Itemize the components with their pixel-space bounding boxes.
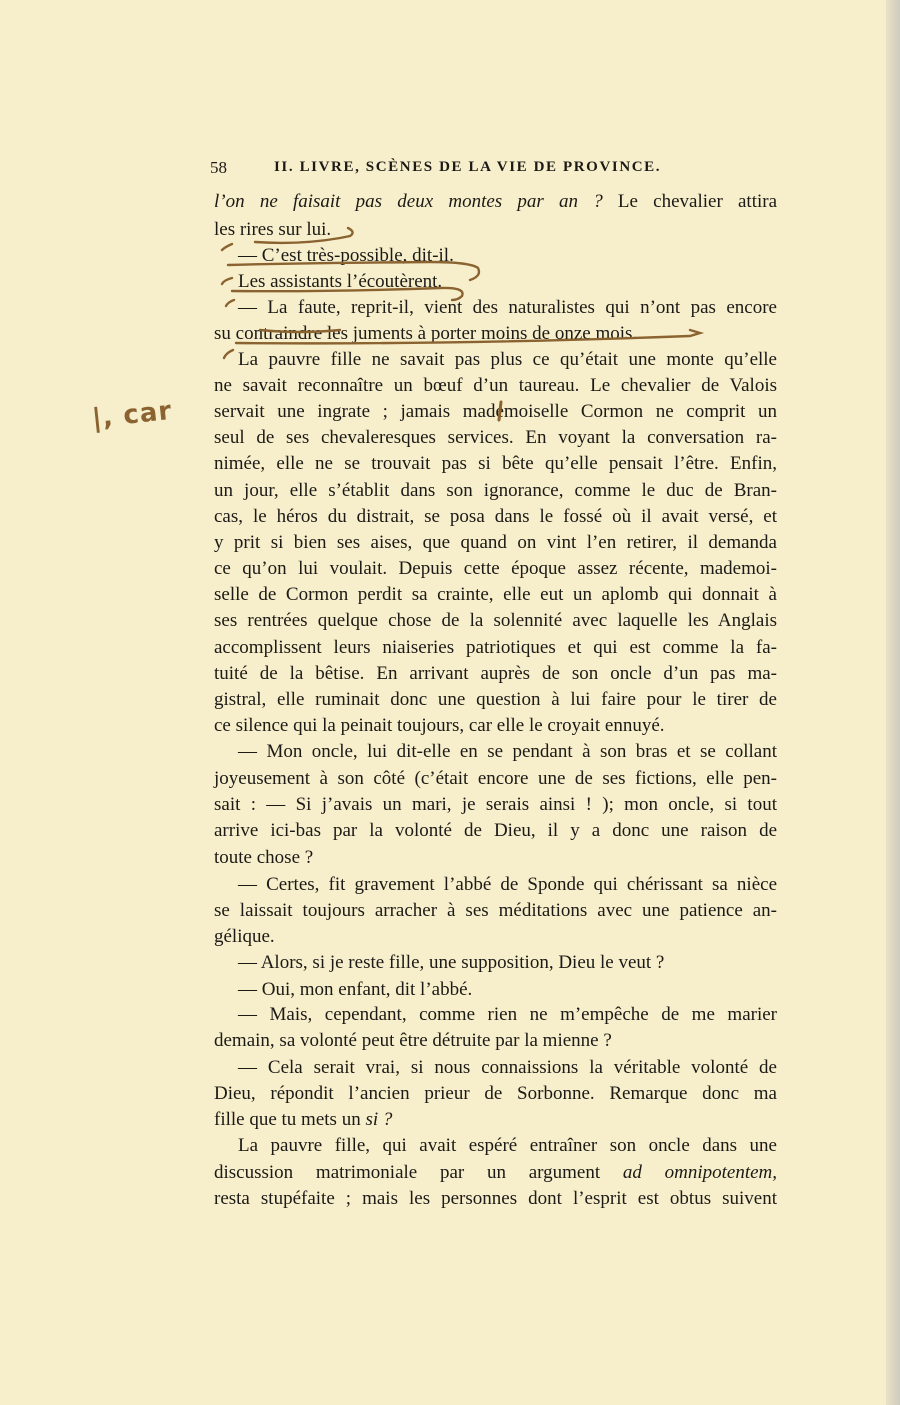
text-line xyxy=(214,218,777,242)
text-segment: y prit si bien ses aises, que quand on vint l’en retirer, il demanda xyxy=(214,532,777,553)
text-line xyxy=(214,1082,777,1106)
text-line xyxy=(214,400,777,424)
text-segment: accomplissent leurs niaiseries patriotiques et qui est comme la fa- xyxy=(214,637,777,658)
text-line xyxy=(214,793,777,817)
text-segment: demain, sa volonté peut être détruite par la mienne ? xyxy=(214,1030,612,1051)
text-segment: nimée, elle ne se trouvait pas si bête qu’elle pensait l’être. Enfin, xyxy=(214,453,777,474)
text-segment: Les assistants l’écoutèrent. xyxy=(238,271,443,292)
text-segment: tuité de la bêtise. En arrivant auprès de son oncle d’un pas ma- xyxy=(214,663,777,684)
text-segment: gélique. xyxy=(214,926,275,947)
text-segment: servait une ingrate ; jamais mademoiselle Cormon ne comprit un xyxy=(214,401,777,422)
text-segment: — Cela serait vrai, si nous connaissions la véritable volonté de xyxy=(238,1057,777,1078)
text-segment: selle de Cormon perdit sa crainte, elle eut un aplomb qui donnait à xyxy=(214,584,777,605)
text-segment: La pauvre fille, qui avait espéré entraîner son oncle dans une xyxy=(238,1135,777,1156)
text-line xyxy=(214,714,777,738)
text-line xyxy=(214,452,777,476)
text-segment: se laissait toujours arracher à ses méditations avec une patience an- xyxy=(214,900,777,921)
text-line xyxy=(238,1134,777,1158)
text-line xyxy=(214,1029,777,1053)
italic-text: l’on ne faisait pas deux montes par an ? xyxy=(214,191,603,212)
text-segment: les rires sur lui. xyxy=(214,219,332,240)
text-line xyxy=(214,190,777,214)
text-line xyxy=(214,322,777,346)
italic-text: ad omnipotentem, xyxy=(622,1162,777,1183)
text-line xyxy=(214,374,777,398)
text-segment: seul de ses chevaleresques services. En voyant la conversation ra- xyxy=(214,427,777,448)
text-line xyxy=(238,1003,777,1027)
text-line xyxy=(238,740,777,764)
text-line xyxy=(214,557,777,581)
italic-text: si ? xyxy=(365,1109,393,1130)
text-segment: ce qu’on lui voulait. Depuis cette époque assez récente, mademoi- xyxy=(214,558,777,579)
text-line xyxy=(238,244,777,268)
text-line xyxy=(214,1187,777,1211)
page-edge-shadow xyxy=(886,0,900,1405)
text-segment: arrive ici-bas par la volonté de Dieu, il y a donc une raison de xyxy=(214,820,777,841)
text-segment: Le chevalier attira xyxy=(602,191,778,212)
text-line xyxy=(214,505,777,529)
text-segment: — Alors, si je reste fille, une supposition, Dieu le veut ? xyxy=(238,952,665,973)
text-line xyxy=(214,899,777,923)
text-segment: su contraindre les juments à porter moins de onze mois. xyxy=(214,323,638,344)
page-number: 58 xyxy=(210,158,227,177)
text-segment: joyeusement à son côté (c’était encore une de ses fictions, elle pen- xyxy=(214,768,777,789)
text-line xyxy=(238,296,777,320)
text-line xyxy=(214,426,777,450)
text-line xyxy=(214,531,777,555)
text-line xyxy=(238,1056,777,1080)
text-segment: ne savait reconnaître un bœuf d’un taureau. Le chevalier de Valois xyxy=(214,375,777,396)
text-line xyxy=(238,978,777,1002)
text-segment: — La faute, reprit-il, vient des naturalistes qui n’ont pas encore xyxy=(238,297,777,318)
text-line xyxy=(238,873,777,897)
text-segment: — Mon oncle, lui dit-elle en se pendant à son bras et se collant xyxy=(238,741,777,762)
text-segment: — Oui, mon enfant, dit l’abbé. xyxy=(238,979,473,1000)
text-segment: sait : — Si j’avais un mari, je serais ainsi ! ); mon oncle, si tout xyxy=(214,794,777,815)
text-line xyxy=(214,479,777,503)
text-line xyxy=(238,951,777,975)
text-segment: un jour, elle s’établit dans son ignorance, comme le duc de Bran- xyxy=(214,480,777,501)
text-line xyxy=(214,767,777,791)
text-line xyxy=(214,819,777,843)
text-line xyxy=(214,609,777,633)
text-segment: toute chose ? xyxy=(214,847,314,868)
text-segment: cas, le héros du distrait, se posa dans le fossé où il avait versé, et xyxy=(214,506,777,527)
margin-note: |, car xyxy=(90,395,174,435)
text-segment: Dieu, répondit l’ancien prieur de Sorbonne. Remarque donc ma xyxy=(214,1083,777,1104)
text-line xyxy=(214,1108,777,1132)
text-line xyxy=(214,662,777,686)
text-segment: La pauvre fille ne savait pas plus ce qu’était une monte qu’elle xyxy=(238,349,777,370)
text-segment: gistral, elle ruminait donc une question à lui faire pour le tirer de xyxy=(214,689,777,710)
text-segment: — Certes, fit gravement l’abbé de Sponde qui chérissant sa nièce xyxy=(238,874,777,895)
text-line xyxy=(214,846,777,870)
text-segment: ses rentrées quelque chose de la solennité avec laquelle les Anglais xyxy=(214,610,777,631)
text-line xyxy=(214,1161,777,1185)
text-line xyxy=(214,583,777,607)
text-line xyxy=(214,688,777,712)
text-segment: discussion matrimoniale par un argument xyxy=(214,1162,623,1183)
text-segment: — Mais, cependant, comme rien ne m’empêche de me marier xyxy=(238,1004,777,1025)
text-segment: fille que tu mets un xyxy=(214,1109,366,1130)
text-segment: resta stupéfaite ; mais les personnes dont l’esprit est obtus suivent xyxy=(214,1188,777,1209)
text-segment: — C’est très-possible, dit-il. xyxy=(238,245,454,266)
text-line xyxy=(238,270,777,294)
text-line xyxy=(214,636,777,660)
running-title: II. LIVRE, SCÈNES DE LA VIE DE PROVINCE. xyxy=(274,159,662,175)
insertion-mark xyxy=(224,350,233,358)
text-line xyxy=(238,348,777,372)
text-line xyxy=(214,925,777,949)
text-segment: ce silence qui la peinait toujours, car elle le croyait ennuyé. xyxy=(214,715,665,736)
